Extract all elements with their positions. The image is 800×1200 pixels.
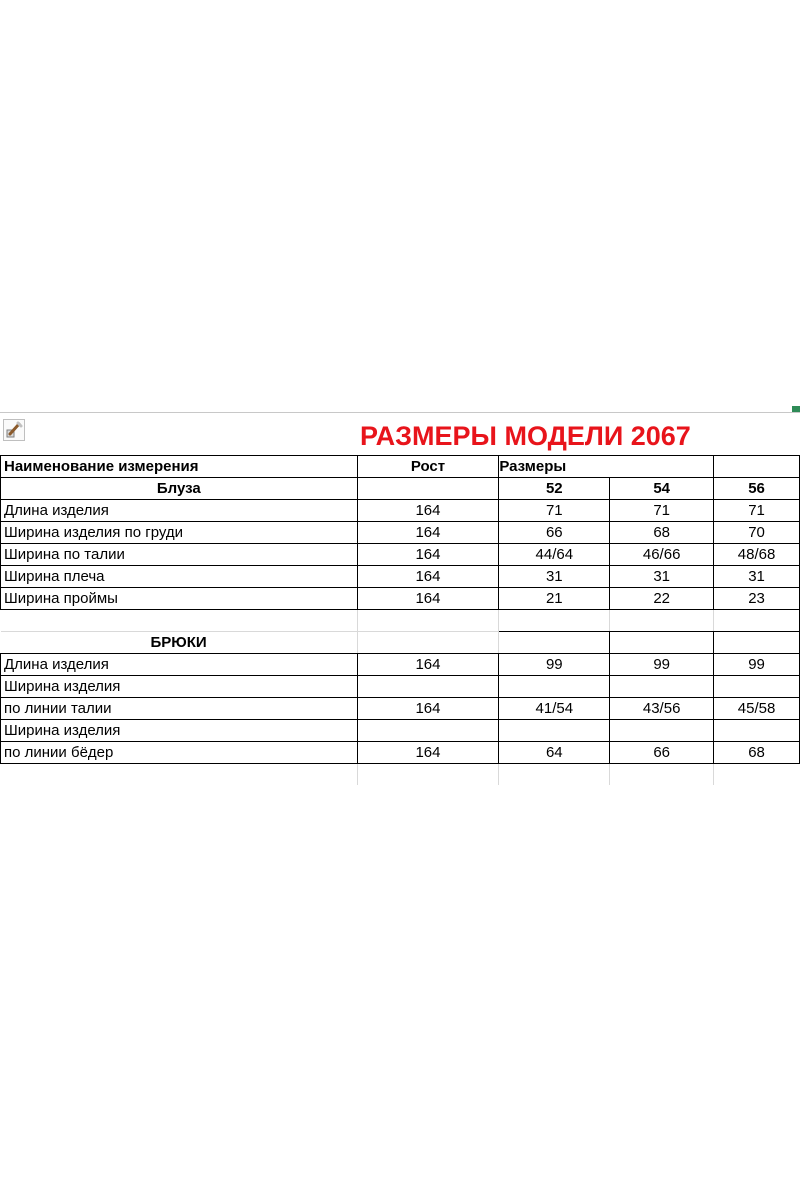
row-name: Ширина проймы bbox=[1, 588, 358, 610]
trousers-section-empty bbox=[499, 632, 610, 654]
table-row bbox=[1, 544, 800, 566]
spacer-cell bbox=[610, 610, 714, 632]
row-name: Ширина изделия по груди bbox=[1, 522, 358, 544]
row-value-54: 68 bbox=[610, 522, 714, 544]
row-name: по линии бёдер bbox=[1, 742, 358, 764]
row-value-54: 99 bbox=[610, 654, 714, 676]
table-header-row bbox=[1, 456, 800, 478]
row-value-52: 99 bbox=[499, 654, 610, 676]
table-row bbox=[1, 698, 800, 720]
row-value-56: 68 bbox=[714, 742, 800, 764]
row-height: 164 bbox=[357, 566, 499, 588]
header-empty-1 bbox=[610, 456, 714, 478]
trousers-section-empty bbox=[610, 632, 714, 654]
row-value-52: 21 bbox=[499, 588, 610, 610]
table-row bbox=[1, 522, 800, 544]
row-value-52: 31 bbox=[499, 566, 610, 588]
row-value-52: 71 bbox=[499, 500, 610, 522]
trousers-section-row bbox=[1, 632, 800, 654]
trailing-grid-row bbox=[1, 764, 800, 786]
header-empty-2 bbox=[714, 456, 800, 478]
row-value-54: 71 bbox=[610, 500, 714, 522]
blouse-section-label: Блуза bbox=[1, 478, 358, 500]
spacer-cell bbox=[714, 610, 800, 632]
trailing-cell bbox=[499, 764, 610, 786]
page-title: РАЗМЕРЫ МОДЕЛИ 2067 bbox=[360, 421, 691, 451]
size-table bbox=[0, 455, 800, 785]
header-name: Наименование измерения bbox=[1, 456, 358, 478]
trailing-cell bbox=[357, 764, 499, 786]
row-name: Ширина изделия bbox=[1, 676, 358, 698]
table-row bbox=[1, 742, 800, 764]
spacer-row bbox=[1, 610, 800, 632]
table-row bbox=[1, 566, 800, 588]
row-value-56: 99 bbox=[714, 654, 800, 676]
row-value-52: 41/54 bbox=[499, 698, 610, 720]
header-height: Рост bbox=[357, 456, 499, 478]
row-name: Длина изделия bbox=[1, 500, 358, 522]
row-value-52 bbox=[499, 720, 610, 742]
row-height: 164 bbox=[357, 654, 499, 676]
row-name: Ширина по талии bbox=[1, 544, 358, 566]
row-value-56: 70 bbox=[714, 522, 800, 544]
row-value-54: 22 bbox=[610, 588, 714, 610]
row-value-52: 66 bbox=[499, 522, 610, 544]
row-value-54: 46/66 bbox=[610, 544, 714, 566]
row-value-56: 45/58 bbox=[714, 698, 800, 720]
cell-selection-edge bbox=[792, 406, 800, 412]
table-row bbox=[1, 500, 800, 522]
header-sizes: Размеры bbox=[499, 456, 610, 478]
row-name: Ширина плеча bbox=[1, 566, 358, 588]
brush-icon bbox=[4, 420, 24, 440]
row-height: 164 bbox=[357, 500, 499, 522]
row-name: Длина изделия bbox=[1, 654, 358, 676]
row-height: 164 bbox=[357, 522, 499, 544]
spacer-cell bbox=[499, 610, 610, 632]
table-row bbox=[1, 588, 800, 610]
row-height bbox=[357, 720, 499, 742]
row-value-56: 31 bbox=[714, 566, 800, 588]
trousers-section-label: БРЮКИ bbox=[1, 632, 358, 654]
row-value-54: 43/56 bbox=[610, 698, 714, 720]
paste-options-icon[interactable] bbox=[3, 419, 25, 441]
row-value-52: 64 bbox=[499, 742, 610, 764]
spacer-cell bbox=[357, 610, 499, 632]
row-value-56 bbox=[714, 676, 800, 698]
trailing-cell bbox=[1, 764, 358, 786]
trousers-section-empty bbox=[357, 632, 499, 654]
spacer-cell bbox=[1, 610, 358, 632]
row-value-56: 71 bbox=[714, 500, 800, 522]
row-value-56: 23 bbox=[714, 588, 800, 610]
row-value-52 bbox=[499, 676, 610, 698]
row-value-54: 66 bbox=[610, 742, 714, 764]
table-row bbox=[1, 654, 800, 676]
row-name: Ширина изделия bbox=[1, 720, 358, 742]
row-value-56: 48/68 bbox=[714, 544, 800, 566]
row-height: 164 bbox=[357, 742, 499, 764]
row-height: 164 bbox=[357, 588, 499, 610]
size-54: 54 bbox=[610, 478, 714, 500]
row-height: 164 bbox=[357, 544, 499, 566]
trailing-cell bbox=[610, 764, 714, 786]
table-row bbox=[1, 720, 800, 742]
table-row bbox=[1, 676, 800, 698]
row-height bbox=[357, 676, 499, 698]
blouse-section-row bbox=[1, 478, 800, 500]
row-value-52: 44/64 bbox=[499, 544, 610, 566]
row-value-56 bbox=[714, 720, 800, 742]
row-height: 164 bbox=[357, 698, 499, 720]
row-value-54 bbox=[610, 720, 714, 742]
row-name: по линии талии bbox=[1, 698, 358, 720]
row-value-54: 31 bbox=[610, 566, 714, 588]
grid-line-top bbox=[0, 412, 800, 413]
row-value-54 bbox=[610, 676, 714, 698]
size-52: 52 bbox=[499, 478, 610, 500]
trailing-cell bbox=[714, 764, 800, 786]
trousers-section-empty bbox=[714, 632, 800, 654]
size-56: 56 bbox=[714, 478, 800, 500]
blouse-section-empty bbox=[357, 478, 499, 500]
